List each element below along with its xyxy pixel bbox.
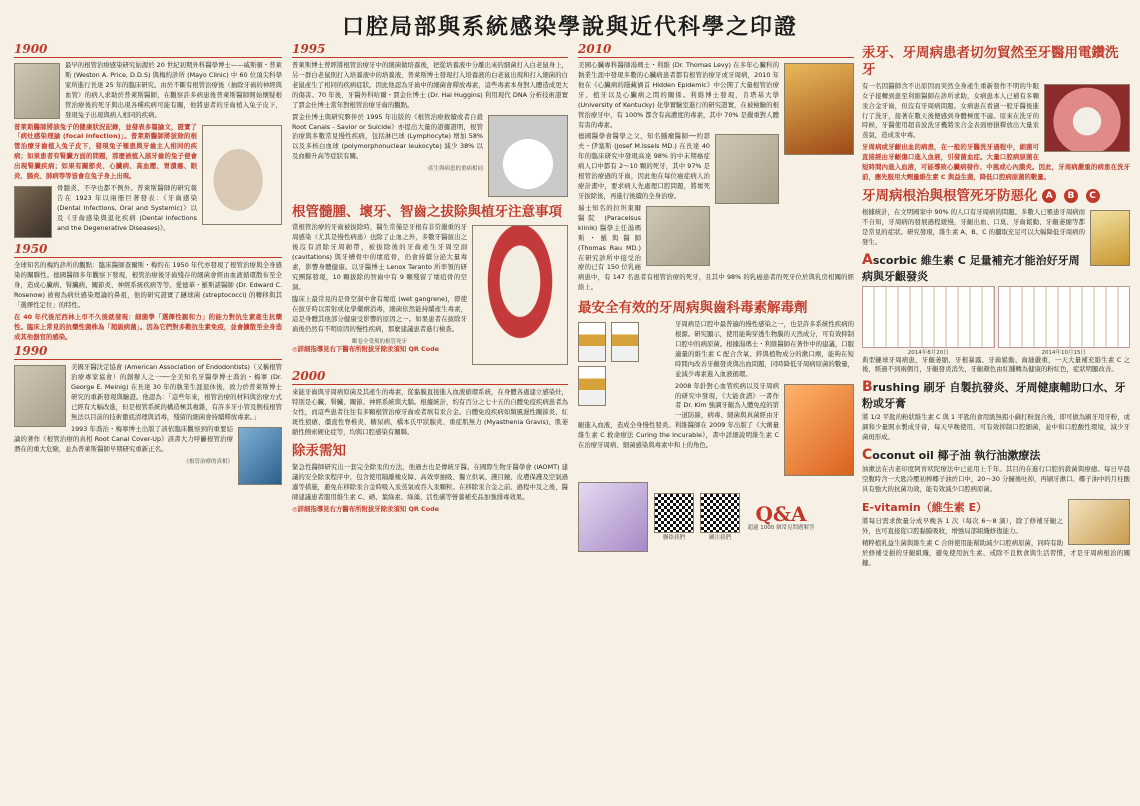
doctor-photo bbox=[578, 482, 648, 552]
issels-portrait-photo bbox=[715, 134, 779, 204]
page-title: 口腔局部與系統感染學說與近代科學之印證 bbox=[341, 15, 798, 40]
heading-scaling-warning: 汞牙、牙周病患者切勿貿然至牙醫用電鑽洗牙 bbox=[862, 45, 1119, 78]
text-vitamin-e: 將每日需求飲量分成早晚各 1 次（每次 6～8 滴），除了修補牙齦之外，也可直接從口腔黏膜吸收，增強局部組織修復能力。 bbox=[862, 516, 1063, 535]
text-coconut: 油漱法在古老印度阿育吠陀療法中已延用上千年。其目的在進行口腔的殺菌與療癒。每日早晨空腹時含一大匙冷壓初榨椰子油於口中，20～30 分鐘後吐掉，再刷牙漱口。椰子油中的月桂酸具有強大的抗菌功效，能有效減少口腔病原菌。 bbox=[862, 465, 1130, 493]
price-portrait-photo bbox=[14, 63, 60, 119]
vitamin-book-cover bbox=[1090, 210, 1130, 266]
column-1 bbox=[14, 40, 282, 798]
mouse-photo bbox=[488, 115, 568, 197]
text-2010b: 德國醫學會醫學之父、知名腫瘤醫師──約瑟夫・伊塞斯 (Josef M.Issels MD.) 在長達 40 年的臨床研究中發現高達 98% 的中末期癌症病人口中都有 2～10 顆的死牙，其中 97% 是根管治療過的牙齒，因此他在每位癌症病人治療計畫中，要求病人先處理口腔問題，將壞死牙拔除後，再進行後續的全身治療。 bbox=[578, 132, 710, 200]
vitamin-c-badge: C bbox=[1086, 189, 1100, 203]
ascorbic-heading-text: scorbic 維生素 C 足量補充才能治好牙周病與牙齦發炎 bbox=[862, 253, 1080, 283]
coconut-initial: C bbox=[862, 447, 873, 464]
price-book-cover bbox=[14, 186, 52, 238]
coconut-heading-text: oconut oil 椰子油 執行油漱療法 bbox=[872, 449, 1041, 463]
year-1995: 1995 bbox=[292, 42, 568, 58]
before-after-photos bbox=[862, 286, 1130, 356]
after-teeth-photo bbox=[998, 286, 1131, 348]
ascorbic-initial: A bbox=[862, 251, 873, 268]
hidden-epidemic-book bbox=[784, 63, 854, 155]
product-bottle-1 bbox=[578, 322, 606, 362]
text-2010: 美國心臟專科醫師湯瑪士・利維 (Dr. Thomas Levy) 在多年心臟科的執業生涯中發現多數的心臟病患者都有根管治療牙或牙周病，2010 年他在《心臟病的隱藏禍首 Hidden Epidemic》中公開了大量根管治療牙、植牙以及心臟病之間的關係。利維博士發現，肯塔基大學 (University of Kentucky) 化學實驗室進行的研究證實，在被檢驗的根管治療牙中，有 100% 都含有高濃度的毒素，其中 70% 是嚴重對人體有害的毒素。 bbox=[578, 61, 779, 129]
text-1950: 全球知名的梅約診所的觀點：臨床醫師查爾斯・梅約在 1950 年代亦發現了根管治療與全身感染的關聯性。德國醫師多年觀察下發現，根管治療後牙齒殘存的細菌會經由血液循環散布至全身，造成心臟病、腎臟病、關節炎、神經系統疾病等等。愛德華・羅斯諾醫師 (Dr. Edward C. Rosenow) 被視為病灶感染理論的鼻祖，他的研究證實了鏈球菌 (streptococci) 的轉移與其「選擇性定位」的特性。 bbox=[14, 261, 282, 309]
heading-vitamin-abc bbox=[862, 188, 1130, 205]
before-date: 2014年8月20日 bbox=[907, 349, 949, 356]
before-photo-wrap bbox=[862, 286, 995, 356]
column-4 bbox=[862, 40, 1130, 798]
contact-label: 聯絡我們 bbox=[662, 534, 685, 541]
year-1990: 1990 bbox=[14, 344, 282, 360]
root-canal-coverup-book bbox=[238, 427, 282, 485]
year-2000: 2000 bbox=[292, 369, 568, 385]
heading-extraction: 根管髓腫、壞牙、智齒之拔除與植牙注意事項 bbox=[292, 203, 562, 220]
text-brushing: 將 1/2 平匙的粉狀維生素 C 與 1 平匙的食用級無鋁小蘇打粉混合後，即可做為刷牙用牙粉，或調和少量開水製成牙膏，每天早晚使用，可有效抑制口腔細菌，並中和口腔酸性環境，減少牙菌斑形成。 bbox=[862, 413, 1130, 442]
after-photo-wrap bbox=[998, 286, 1131, 356]
qa-label: Q&A bbox=[755, 501, 807, 526]
text-1900b: 普萊斯醫師將該兔子的健康狀況記錄，並發表多篇論文，證實了「病灶感染理論 (focal infection)」。普萊斯醫師將拔除的根管治療牙齒植入兔子皮下，發現兔子罹患與牙齒主人相同的疾病；如果患者有腎臟方面的問題，那麼被植入該牙齒的兔子便會出現腎臟疾病；如果有關節炎、心臟病、高血壓、胃潰瘍、眼炎、腸炎、肺病等等皆會在兔子身上出現。 bbox=[14, 122, 197, 181]
text-ascorbic: 典型鏈球牙周病患，牙齦萎縮、牙根暴露、牙齒鬆動、齒縫嚴重，一天大量補充維生素 C 之後，經過不到兩個月，牙齦發炎消失，牙齦顏色由紅腫轉為健康的粉紅色，症狀明顯改善。 bbox=[862, 355, 1130, 374]
mouth-photo bbox=[1044, 84, 1130, 152]
product-images bbox=[578, 322, 670, 410]
mouse-caption: 產生與病患的重病相同 bbox=[427, 166, 483, 173]
text-1995b: 賈金仕博士與研究夥伴於 1995 年出版的《根管治療救贖或者自殺 Root Canals - Savior or Suicide》亦提出大量的證據證明，根管治療與多數常見慢性疾病，包括淋巴球 (Lymphocyte) 增加 58% 以及多核白血球 (polymorphonuclear leukocyte) 減少 38% 以及血糖升高等症狀有關。 bbox=[292, 112, 483, 161]
text-1990b: 1993 年喬治・梅寧博士出版了該依臨床觀察到的重要結論的著作《根管治療的真相 Root Canal Cover-Up》該書大力呼籲根管治療潛在的重大危險，並為普萊斯醫師早期研究重新正名。 bbox=[14, 424, 233, 453]
text-1995: 普萊斯博士曾經將根管治療牙中的細菌做培養後，把從培養液中分離出來的細菌打入白老鼠身上，另一群白老鼠則打入培養液中的培養液，普萊斯博士發現打入培養液的白老鼠出現和打入細菌的白老鼠產生了相同的疾病症狀。因此他認為牙齒中的細菌會釋放毒素，這些毒素本身對人體造成更大的傷害。70 年後，牙醫外科哈爾・賈金仕博士 (Dr. Hal Huggins) 利用現代 DNA 分析技術證實了賈金仕博士當年對根管治療牙齒的觀點。 bbox=[292, 61, 568, 109]
before-teeth-photo bbox=[862, 286, 995, 348]
text-extraction2: 臨床上最常見的是骨空洞中會有壞疽 (wet gangrene)，即使在拔牙時以雷射或化學藥劑消毒，細菌依然能持續產生毒素，這是身體其他部分健康受影響的原因之一。如果患者在拔除牙齒後仍然有不明原因的慢性疾病，那麼建議患者進行檢查。 bbox=[292, 294, 467, 333]
text-detox2: 2008 年針對心血管疾病以及牙周病的研究中發現，《大能食譜》一書作者 Dr. Kim 強調牙齦為人體免疫的第一道防線，病毒、細菌與真菌經由牙齦進入血液，造成全身慢性發炎。利維醫師在 2009 年出版了《大劑量維生素 C 救命療法 Curing the Incurable》，書中詳細說明維生素 C 在治療牙周病、細菌感染與毒素中和上的角色。 bbox=[578, 381, 779, 450]
tooth-caption: 斷卷全受現的根管死牙 bbox=[351, 338, 407, 345]
heading-vitamin-abc-text: 牙周病根治與根管死牙防惡化 bbox=[862, 187, 1038, 204]
fb-label: 關注我們 bbox=[708, 534, 731, 541]
column-2 bbox=[292, 40, 568, 798]
footer-contact bbox=[578, 482, 854, 552]
text-1900: 最早的根管治療感染研究始源於 20 世紀初期外科醫學博士——威斯頓・普萊斯 (Weston A. Price, D.D.S) 與梅約診所 (Mayo Clinic) 中 60 位頂尖科學家所進行長達 25 年的臨床研究。由於不斷有根管治療後（抽除牙齒的神經與血管）的病人求助於普萊斯醫師，在觀察許多病患後普萊斯醫師開始懷疑根管治療後的死牙與出現各種疾病可能有關，他將患者的牙齒植入兔子皮下，發現兔子出現與病人相同的疾病。 bbox=[65, 61, 282, 119]
qa-block[interactable] bbox=[746, 503, 816, 531]
text-vitamin-abc: 根據統計，在文明國家中 90% 的人口有牙周病的問題。多數人已罹患牙周病而不自知，牙周病的發展過程緩慢，牙齦出血、口臭、牙齒鬆動、牙齦萎縮等都是常見的症狀。研究發現，維生素 A、B、C 的攝取充足可以大幅降低牙周病的發生。 bbox=[862, 207, 1085, 246]
qr-note-1: ◎詳細指導見右下醫布所附拔牙除汞須知 QR Code bbox=[292, 344, 440, 353]
vitamin-e-bottle-photo bbox=[1068, 499, 1130, 545]
text-mercury-removal: 緊急性醫師研究出一套完全除汞的方法，他過去也是傳統牙醫。在國際生物牙醫學會 (IAOMT) 建議的安全除汞程序中，包含使用隔離橡皮障、高效率抽吸、獨立供氧、護目鏡、皮膚保護及空氣過濾等措施，避免在移除汞合金時吸入汞蒸氣或吞入汞顆粒。在移除汞合金之前、過程中及之後，醫師建議患者服用維生素 C、硒、葉綠素、綠藻、活性碳等營養補充品加強排毒效果。 bbox=[292, 462, 568, 501]
fb-qr-code[interactable] bbox=[700, 493, 740, 533]
heading-vitamin-e: E-vitamin（維生素 E） bbox=[862, 500, 988, 514]
text-1900c: 骨髓炎、不孕也都不例外。普萊斯醫師的研究報告在 1923 年以兩冊巨著發表：《牙齒感染 (Dental Infections, Oral and Systemic)》以及《牙齒感染與退化疾病 (Dental Infections and the Degenerative Diseases)》。 bbox=[57, 184, 197, 232]
text-1990: 美國牙醫決定協會 (American Association of Endodontists)（又稱根管治療專家協會）的創辦人之一──全美知名牙醫學博士喬治・梅寧 (Dr. George E. Meinig) 在長達 30 年的執業生涯退休後，致力於普萊斯博士研究的重新發現與驗證。他認為：「這些年來，根管治療的材料與治療方式已經有大幅改進，但是根管系統的構造極其複雜，有許多牙小管及側枝根管無法以目前的技術徹底清理與消毒，殘留的細菌會持續釋放毒素。」 bbox=[71, 363, 282, 422]
text-extraction: 當根管治療的牙齒被拔除時，醫生常僅是牙根有非常嚴重的牙周感染（尤其是慢性病患）也除了止血之外，多數牙醫拔出之後沒有清除牙周韌帶，被拔除後的牙齒產生牙周空洞 (cavitations) 與牙槽骨中的壞疽骨，仍會持續分泌大量毒素，影響身體健康。以牙醫博士 Lenox Taranto 所率領的研究團隊發現，10 顆拔除的智齒中有 9 顆殘留了壞疽骨的空洞。 bbox=[292, 223, 467, 292]
meinig-portrait-photo bbox=[14, 365, 66, 427]
contact-qr-code[interactable] bbox=[654, 493, 694, 533]
heading-coconut bbox=[862, 447, 1130, 463]
rau-portrait-photo bbox=[646, 206, 710, 266]
text-final: 精粹植乳益生菌與維生素 C 合併使用能幫助減少口腔病原菌，同時有助於修補受損的牙齦組織，避免使用抗生素、戒除不良飲食與生活習慣，才是牙周病根治的關鍵。 bbox=[862, 538, 1130, 567]
year-2010: 2010 bbox=[578, 42, 854, 58]
year-1900: 1900 bbox=[14, 42, 282, 58]
heading-mercury-removal: 除汞需知 bbox=[292, 443, 346, 460]
vitamin-b-badge: B bbox=[1064, 189, 1078, 203]
year-1950: 1950 bbox=[14, 242, 282, 258]
after-date: 2014年10月15日 bbox=[1041, 349, 1086, 356]
text-2010c: 瑞士知名的拉坦東爾醫院 (Paracelsus klinik) 醫學主任湯瑪斯・羅與醫師 (Thomas Rau MD.) 在研究診所中接受治療的已有 150 位乳癌病患中，有 147 名患者有根管治療的死牙，且其中 98% 的乳癌患者的死牙位於與乳房相關的經絡上。 bbox=[578, 203, 854, 292]
extracted-tooth-photo bbox=[472, 225, 568, 365]
text-scaling-warning2: 牙周病或牙齦出血的病患，在一般的牙醫洗牙過程中，細菌可直接經由牙齦傷口進入血液，引發菌血症。大量口腔病原菌在短時間內進入血液，可能導致心臟病發作、中風或心內膜炎。因此，牙周病嚴重的病患在洗牙前，應先服用大劑量維生素 C 與益生菌，降低口腔病原菌的數量。 bbox=[862, 143, 1130, 182]
qr-note-2: ◎詳細指導見右方醫布所附拔牙除汞須知 QR Code bbox=[292, 504, 440, 513]
vitamin-a-badge: A bbox=[1042, 189, 1056, 203]
brushing-heading-text: rushing 刷牙 自製抗發炎、牙周健康輔助口水、牙粉或牙膏 bbox=[862, 381, 1126, 411]
qa-sub: 超過 1000 個常見問題解答 bbox=[747, 524, 815, 531]
text-1950b: 在 40 年代後尼西林上市不久後就發現：細菌學「選擇性親和力」的能力對抗生素產生抗藥性。臨床上常見的抗藥性菌株為「超級病菌」。因為它們對多數抗生素免疫，並會擴散至全身造成其他器官的感染。 bbox=[14, 312, 282, 341]
text-scaling-warning: 有一名因醫師含不出原因而突然全身產生重新發作不明的牛眼女子接轉到患至利維醫師在診所求助，女病患本人已補有多顆汞合金牙齒，但沒有牙周病問題。女病患在看過一般牙醫後進行了洗牙，接著在數天後便感到身體極度不適。原來在洗牙的時候，牙醫使用超音波洗牙機將汞合金表面磨損釋放出大量汞蒸氣，造成汞中毒。 bbox=[862, 81, 1039, 140]
text-detox: 牙周病是口腔中最普遍的慢性感染之一，也是許多系統性疾病的根源。研究顯示，使用能夠穿透生物膜的天然成分，可有效抑制口腔中的病原菌。根據湯瑪士・利維醫師在著作中的建議，口服適量的維生素 C 配合含氧、鋅與植物成分的漱口劑，能夠在短時間內改善牙齦發炎與出血問題，同時降低牙周病原菌的數量，並減少毒素進入血液循環。 bbox=[675, 320, 854, 378]
curing-incurable-book bbox=[784, 384, 854, 476]
column-3 bbox=[578, 40, 854, 798]
text-2000: 來能牙齒與牙周病原菌及其產生的毒素，從黏膜直接進入血液循環系統，在身體各處建立感染灶，特別是心臟、腎臟、關節、神經系統與大腦。根據統計，約有百分之七十五的自體免疫疾病患者為女性，而這些患者往往有多顆根管治療牙齒或者填有汞合金。自體免疫疾病如類風濕性關節炎、紅斑性狼瘡、僵直性脊椎炎、糖尿病、橋本氏甲狀腺炎、重症肌無力 (Myasthenia Gravis)、肌萎縮性側索硬化症等，均與口腔感染有關聯。 bbox=[292, 388, 568, 437]
heading-brushing bbox=[862, 379, 1130, 411]
heading-detox: 最安全有效的牙周病與齒科毒素解毒劑 bbox=[578, 300, 808, 317]
rabbit-photo bbox=[202, 125, 282, 225]
book-caption: 《根管治療的真相》 bbox=[183, 458, 233, 465]
product-bottle-3 bbox=[578, 366, 606, 406]
brushing-initial: B bbox=[862, 379, 873, 396]
contact-qr[interactable] bbox=[654, 493, 694, 541]
fb-qr[interactable] bbox=[700, 493, 740, 541]
product-bottle-2 bbox=[611, 322, 639, 362]
